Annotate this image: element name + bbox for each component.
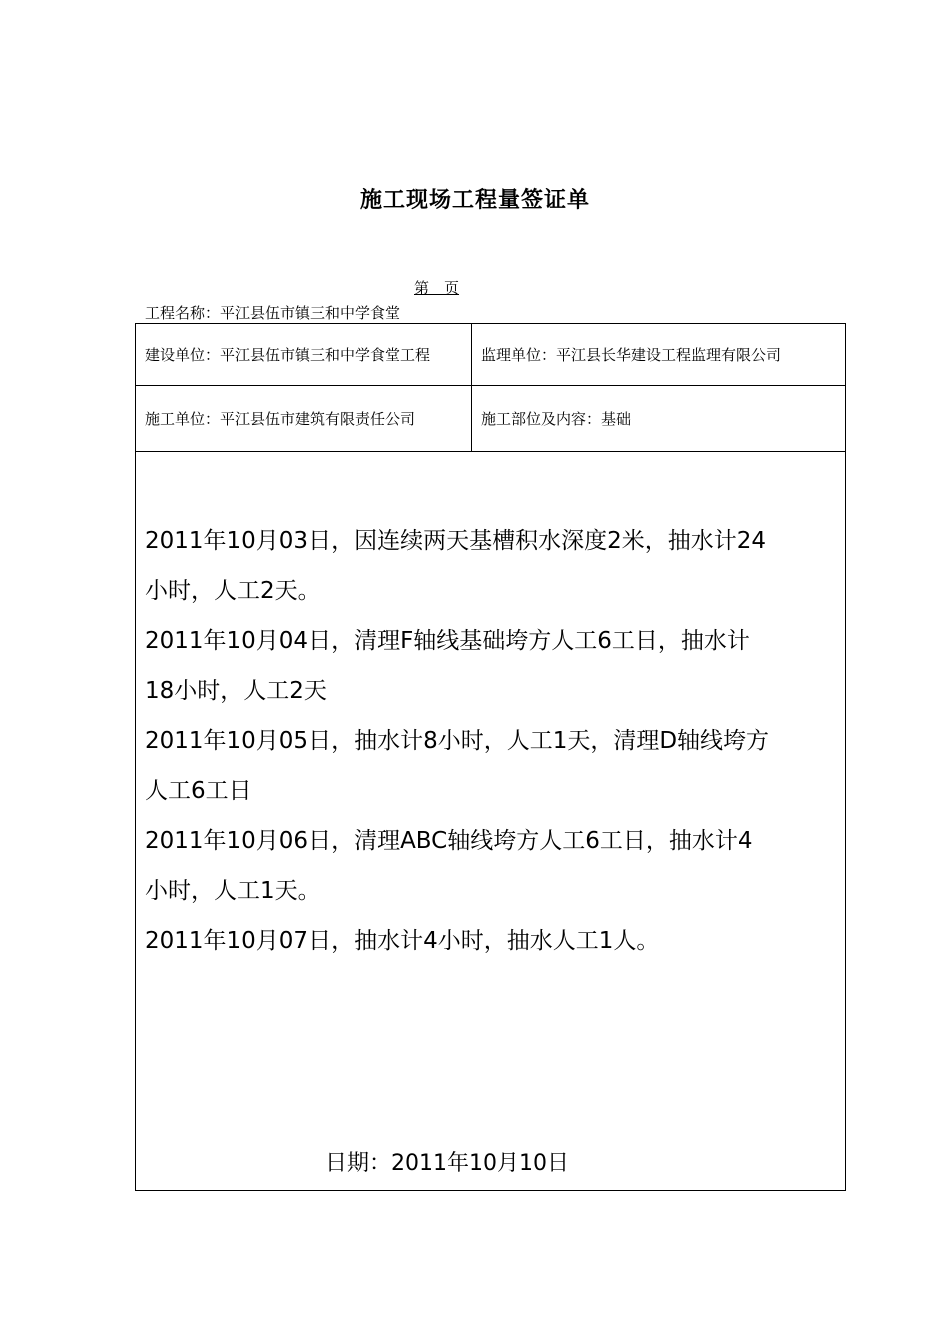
content-line: 2011年10月04日，清理F轴线基础垮方人工6工日，抽水计 [145,628,750,654]
page-title: 施工现场工程量签证单 [359,188,590,213]
content-line: 18小时，人工2天 [145,678,327,704]
visa-content [145,516,839,966]
content-line: 2011年10月05日，抽水计8小时，人工1天，清理D轴线垮方 [145,728,770,754]
content-line: 2011年10月03日，因连续两天基槽积水深度2米，抽水计24 [145,528,766,554]
content-line: 2011年10月07日，抽水计4小时，抽水人工1人。 [145,928,660,954]
page-number: 第 页 [414,279,460,297]
supervision-unit-cell: 监理单位：平江县长华建设工程监理有限公司 [481,346,782,364]
content-line: 小时，人工1天。 [145,878,321,904]
content-line: 小时，人工2天。 [145,578,321,604]
visa-form-table [135,323,846,1191]
table-row [136,386,845,452]
construction-part-cell: 施工部位及内容：基础 [481,410,632,428]
table-row [136,324,845,386]
sign-date: 日期：2011年10月10日 [325,1151,569,1176]
construction-unit-cell: 施工单位：平江县伍市建筑有限责任公司 [136,386,472,451]
content-line: 人工6工日 [145,778,252,804]
content-line: 2011年10月06日，清理ABC轴线垮方人工6工日，抽水计4 [145,828,753,854]
project-name: 工程名称：平江县伍市镇三和中学食堂 [145,304,401,322]
owner-unit-cell: 建设单位：平江县伍市镇三和中学食堂工程 [136,324,472,385]
